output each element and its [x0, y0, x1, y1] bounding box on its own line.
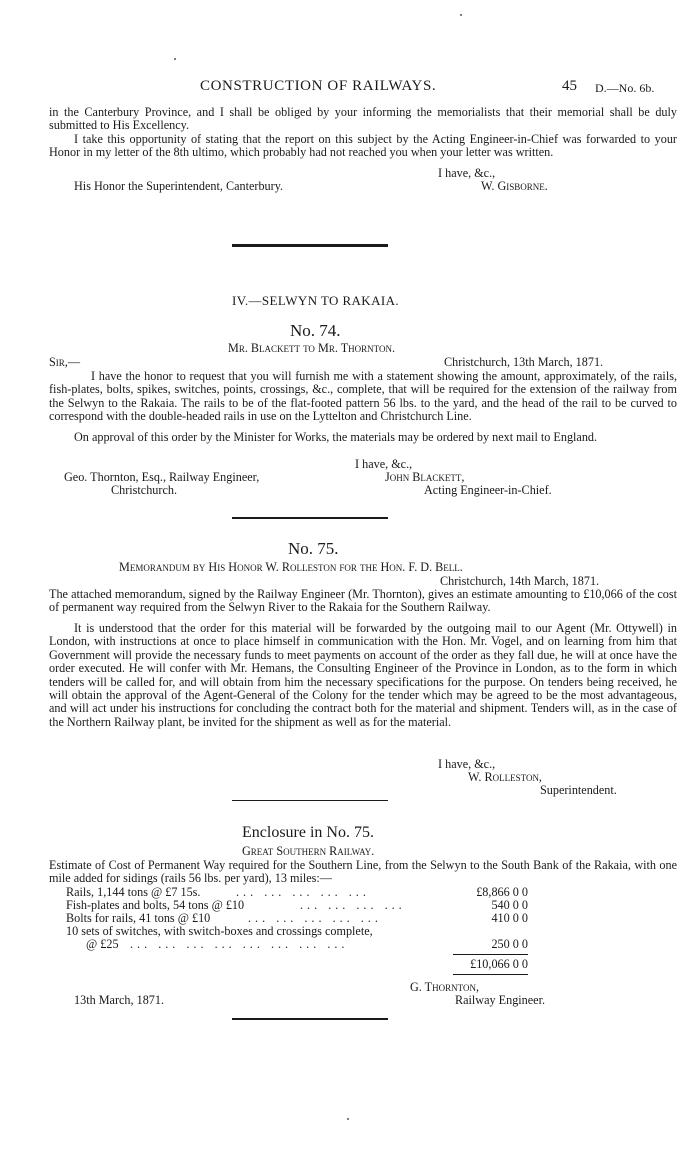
estimate-item-desc: Rails, 1,144 tons @ £7 15s. — [66, 885, 201, 899]
letter1-paragraph-2: I take this opportunity of stating that the report on this subject by the Acting Engineer-in-Chief was forwarded to your Honor in my letter of the 8th ultimo, which probably had not reached you when your letter was written. — [49, 132, 677, 160]
enclosure-signature: G. Thornton, — [410, 980, 480, 994]
no74-subtitle: Mr. Blackett to Mr. Thornton. — [228, 341, 396, 355]
no74-closing: I have, &c., — [355, 457, 413, 471]
section-heading: IV.—SELWYN TO RAKAIA. — [232, 293, 400, 308]
estimate-item-desc: @ £25 — [86, 937, 119, 951]
letter1-signature: W. Gisborne. — [481, 179, 548, 193]
total-rule — [453, 974, 528, 975]
no75-signature: W. Rolleston, — [468, 770, 542, 784]
letter1-closing: I have, &c., — [438, 166, 496, 180]
enclosure-subtitle: Great Southern Railway. — [242, 844, 375, 858]
estimate-item-desc: Bolts for rails, 41 tons @ £10 — [66, 911, 211, 925]
no74-signature-title: Acting Engineer-in-Chief. — [424, 483, 552, 497]
no75-closing: I have, &c., — [438, 757, 496, 771]
section-divider — [232, 800, 388, 801]
no74-addressee-line-1: Geo. Thornton, Esq., Railway Engineer, — [64, 470, 260, 484]
total-rule — [453, 954, 528, 955]
estimate-item-desc: 10 sets of switches, with switch-boxes and crossings complete, — [66, 924, 373, 938]
no75-place-date: Christchurch, 14th March, 1871. — [440, 574, 600, 588]
scan-speck — [347, 1118, 349, 1120]
document-number-74: No. 74. — [290, 321, 341, 340]
page-header-title: CONSTRUCTION OF RAILWAYS. — [200, 78, 437, 94]
document-number-75: No. 75. — [288, 539, 339, 558]
section-divider — [232, 517, 388, 519]
no74-paragraph-1: I have the honor to request that you will furnish me with a statement showing the amount, approximately, of the rails, fish-plates, bolts, spikes, switches, points, crossings, &c., complete, that will be required for the extension of the railway from the Selwyn to the Rakaia. The rails to be of the flat-footed pattern 56 lbs. to the yard, and the head of the rail to be curved to correspond with the double-headed rails in use on the Lyttelton and Christchurch Line. — [49, 369, 677, 424]
no74-addressee-line-2: Christchurch. — [111, 483, 178, 497]
no75-signature-title: Superintendent. — [540, 783, 617, 797]
leader-dots: ... ... ... ... ... — [236, 885, 370, 899]
no75-paragraph-2: It is understood that the order for this material will be forwarded by the outgoing mail to our Agent (Mr. Ottywell) in London, with instructions at once to place himself in communication with the Hon. Mr. Vogel, and on learning from him that Government will provide the necessary funds to meet payments on account of the order as they fall due, he will at once have the order executed. He will confer with Mr. Hemans, the Consulting Engineer of the Province in London, as to the form in which tenders will be called for, and will obtain from him the necessary specifications for the purpose. On tenders being received, he will obtain the approval of the Agent-General of the Colony for the tender which may be agreed to be the most advantageous, and will act under his instructions for concluding the contract both for the material and shipment. Tenders will, as in the case of the Northern Railway plant, be invited for the shipment as well as for the material. — [49, 621, 677, 729]
scan-speck — [460, 14, 462, 16]
leader-dots: ... ... ... ... ... — [248, 911, 382, 925]
estimate-item-amount: 250 0 0 — [491, 937, 528, 951]
estimate-item-desc: Fish-plates and bolts, 54 tons @ £10 — [66, 898, 245, 912]
section-divider — [232, 1018, 388, 1020]
leader-dots: ... ... ... ... ... ... ... ... — [130, 937, 349, 951]
enclosure-signature-title: Railway Engineer. — [455, 993, 546, 1007]
leader-dots: ... ... ... ... — [300, 898, 406, 912]
page-number: 45 — [562, 78, 577, 94]
document-reference: D.—No. 6b. — [595, 81, 655, 95]
estimate-item-amount: £8,866 0 0 — [476, 885, 528, 899]
estimate-item-amount: 540 0 0 — [491, 898, 528, 912]
letter1-paragraph-1: in the Canterbury Province, and I shall be obliged by your informing the memorialists that their memorial shall be duly submitted to His Excellency. — [49, 105, 677, 133]
enclosure-intro: Estimate of Cost of Permanent Way required for the Southern Line, from the Selwyn to the South Bank of the Rakaia, with one mile added for sidings (rails 56 lbs. per yard), 13 miles:— — [49, 858, 677, 886]
no74-signature: John Blackett, — [385, 470, 465, 484]
scan-speck — [174, 58, 176, 60]
estimate-total: £10,066 0 0 — [470, 957, 528, 971]
no74-paragraph-2: On approval of this order by the Minister for Works, the materials may be ordered by next mail to England. — [74, 430, 598, 444]
no75-paragraph-1: The attached memorandum, signed by the Railway Engineer (Mr. Thornton), gives an estimate amounting to £10,066 of the cost of permanent way required from the Selwyn River to the Rakaia for the Southern Railway. — [49, 587, 677, 615]
enclosure-heading: Enclosure in No. 75. — [242, 824, 374, 841]
estimate-item-amount: 410 0 0 — [491, 911, 528, 925]
no74-place-date: Christchurch, 13th March, 1871. — [444, 355, 604, 369]
section-divider — [232, 244, 388, 247]
enclosure-date: 13th March, 1871. — [74, 993, 165, 1007]
no75-subtitle: Memorandum by His Honor W. Rolleston for the Hon. F. D. Bell. — [119, 560, 463, 574]
no74-salutation: Sir,— — [49, 355, 81, 369]
letter1-addressee: His Honor the Superintendent, Canterbury. — [74, 179, 284, 193]
